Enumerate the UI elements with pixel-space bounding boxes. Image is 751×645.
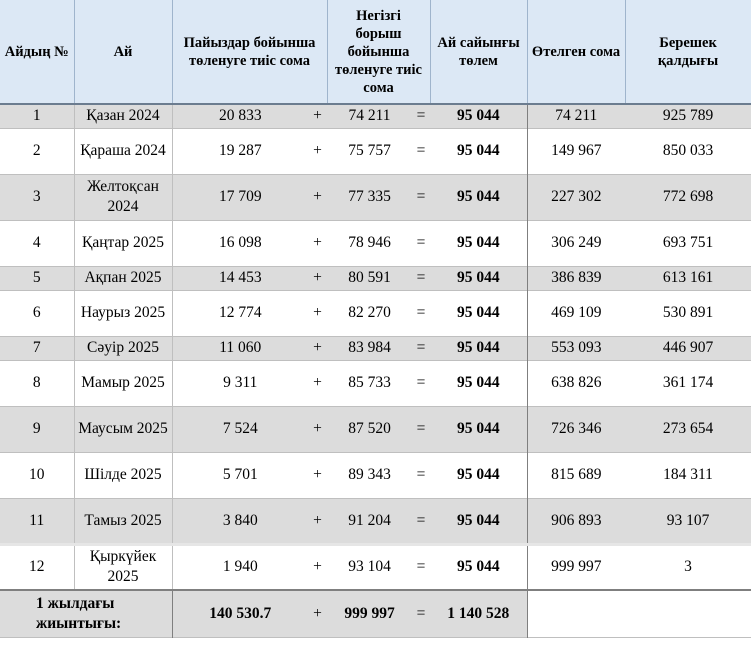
table-row xyxy=(0,498,751,544)
row-paid: 638 826 xyxy=(527,360,625,406)
row-interest: 12 774 xyxy=(172,290,308,336)
row-principal: 83 984 xyxy=(327,336,412,360)
row-month: Қараша 2024 xyxy=(74,128,172,174)
row-remaining: 925 789 xyxy=(625,104,751,128)
total-principal: 999 997 xyxy=(327,590,412,638)
header-interest: Пайыздар бойынша төленуге тиіс сома xyxy=(172,0,327,104)
header-paid: Өтелген сома xyxy=(527,0,625,104)
row-remaining: 273 654 xyxy=(625,406,751,452)
row-interest: 9 311 xyxy=(172,360,308,406)
row-interest: 20 833 xyxy=(172,104,308,128)
total-row xyxy=(0,590,751,638)
table-row xyxy=(0,174,751,220)
row-paid: 726 346 xyxy=(527,406,625,452)
row-month: Маусым 2025 xyxy=(74,406,172,452)
row-remaining: 613 161 xyxy=(625,266,751,290)
equals-sign: = xyxy=(412,336,430,360)
row-remaining: 361 174 xyxy=(625,360,751,406)
row-remaining: 93 107 xyxy=(625,498,751,544)
row-payment: 95 044 xyxy=(430,290,527,336)
row-principal: 82 270 xyxy=(327,290,412,336)
row-remaining: 850 033 xyxy=(625,128,751,174)
plus-sign: + xyxy=(308,266,327,290)
row-interest: 1 940 xyxy=(172,544,308,590)
row-payment: 95 044 xyxy=(430,498,527,544)
equals-sign: = xyxy=(412,290,430,336)
row-paid: 74 211 xyxy=(527,104,625,128)
row-num: 7 xyxy=(0,336,74,360)
row-paid: 306 249 xyxy=(527,220,625,266)
row-payment: 95 044 xyxy=(430,266,527,290)
row-principal: 78 946 xyxy=(327,220,412,266)
row-interest: 11 060 xyxy=(172,336,308,360)
total-interest: 140 530.7 xyxy=(172,590,308,638)
equals-sign: = xyxy=(412,360,430,406)
header-month: Ай xyxy=(74,0,172,104)
row-remaining: 446 907 xyxy=(625,336,751,360)
row-month: Сәуір 2025 xyxy=(74,336,172,360)
row-interest: 14 453 xyxy=(172,266,308,290)
equals-sign: = xyxy=(412,220,430,266)
row-interest: 17 709 xyxy=(172,174,308,220)
table-row xyxy=(0,290,751,336)
row-payment: 95 044 xyxy=(430,128,527,174)
row-interest: 5 701 xyxy=(172,452,308,498)
plus-sign: + xyxy=(308,544,327,590)
row-payment: 95 044 xyxy=(430,544,527,590)
row-paid: 469 109 xyxy=(527,290,625,336)
plus-sign: + xyxy=(308,360,327,406)
plus-sign: + xyxy=(308,452,327,498)
row-payment: 95 044 xyxy=(430,406,527,452)
header-remaining: Берешек қалдығы xyxy=(625,0,751,104)
row-remaining: 772 698 xyxy=(625,174,751,220)
row-month: Мамыр 2025 xyxy=(74,360,172,406)
row-num: 4 xyxy=(0,220,74,266)
row-num: 12 xyxy=(0,544,74,590)
table-header xyxy=(0,0,751,104)
equals-sign: = xyxy=(412,266,430,290)
row-remaining: 530 891 xyxy=(625,290,751,336)
table-row xyxy=(0,220,751,266)
row-interest: 7 524 xyxy=(172,406,308,452)
total-payment: 1 140 528 xyxy=(430,590,527,638)
total-paid-empty xyxy=(527,590,625,638)
plus-sign: + xyxy=(308,104,327,128)
header-num: Айдың № xyxy=(0,0,74,104)
row-interest: 16 098 xyxy=(172,220,308,266)
row-num: 9 xyxy=(0,406,74,452)
plus-sign: + xyxy=(308,290,327,336)
row-principal: 87 520 xyxy=(327,406,412,452)
plus-sign: + xyxy=(308,406,327,452)
table-row xyxy=(0,104,751,128)
row-payment: 95 044 xyxy=(430,452,527,498)
row-month: Тамыз 2025 xyxy=(74,498,172,544)
row-month: Қаңтар 2025 xyxy=(74,220,172,266)
row-month: Қыркүйек 2025 xyxy=(74,544,172,590)
equals-sign: = xyxy=(412,544,430,590)
equals-sign: = xyxy=(412,590,430,638)
row-paid: 815 689 xyxy=(527,452,625,498)
row-remaining: 693 751 xyxy=(625,220,751,266)
row-num: 8 xyxy=(0,360,74,406)
row-payment: 95 044 xyxy=(430,360,527,406)
row-principal: 74 211 xyxy=(327,104,412,128)
equals-sign: = xyxy=(412,452,430,498)
row-payment: 95 044 xyxy=(430,174,527,220)
table-row xyxy=(0,544,751,590)
plus-sign: + xyxy=(308,220,327,266)
row-num: 10 xyxy=(0,452,74,498)
row-paid: 386 839 xyxy=(527,266,625,290)
row-paid: 553 093 xyxy=(527,336,625,360)
row-interest: 3 840 xyxy=(172,498,308,544)
row-paid: 227 302 xyxy=(527,174,625,220)
header-principal: Негізгі борыш бойынша төленуге тиіс сома xyxy=(327,0,430,104)
table-row xyxy=(0,406,751,452)
equals-sign: = xyxy=(412,174,430,220)
row-num: 5 xyxy=(0,266,74,290)
row-num: 1 xyxy=(0,104,74,128)
row-remaining: 184 311 xyxy=(625,452,751,498)
total-label: 1 жылдағы жиынтығы: xyxy=(0,590,172,638)
row-num: 3 xyxy=(0,174,74,220)
row-principal: 93 104 xyxy=(327,544,412,590)
row-month: Қазан 2024 xyxy=(74,104,172,128)
row-principal: 91 204 xyxy=(327,498,412,544)
row-interest: 19 287 xyxy=(172,128,308,174)
row-principal: 89 343 xyxy=(327,452,412,498)
plus-sign: + xyxy=(308,128,327,174)
row-num: 2 xyxy=(0,128,74,174)
table-row xyxy=(0,360,751,406)
row-month: Наурыз 2025 xyxy=(74,290,172,336)
plus-sign: + xyxy=(308,590,327,638)
table-row xyxy=(0,452,751,498)
total-remaining-empty xyxy=(625,590,751,638)
plus-sign: + xyxy=(308,498,327,544)
plus-sign: + xyxy=(308,174,327,220)
equals-sign: = xyxy=(412,498,430,544)
row-principal: 75 757 xyxy=(327,128,412,174)
row-payment: 95 044 xyxy=(430,104,527,128)
row-num: 6 xyxy=(0,290,74,336)
row-remaining: 3 xyxy=(625,544,751,590)
row-num: 11 xyxy=(0,498,74,544)
row-paid: 906 893 xyxy=(527,498,625,544)
table-row xyxy=(0,336,751,360)
plus-sign: + xyxy=(308,336,327,360)
table-row xyxy=(0,128,751,174)
row-paid: 999 997 xyxy=(527,544,625,590)
row-paid: 149 967 xyxy=(527,128,625,174)
equals-sign: = xyxy=(412,104,430,128)
table-row xyxy=(0,266,751,290)
row-principal: 80 591 xyxy=(327,266,412,290)
header-monthly: Ай сайынғы төлем xyxy=(430,0,527,104)
row-month: Желтоқсан 2024 xyxy=(74,174,172,220)
row-month: Шілде 2025 xyxy=(74,452,172,498)
row-payment: 95 044 xyxy=(430,336,527,360)
row-month: Ақпан 2025 xyxy=(74,266,172,290)
row-payment: 95 044 xyxy=(430,220,527,266)
equals-sign: = xyxy=(412,406,430,452)
row-principal: 85 733 xyxy=(327,360,412,406)
equals-sign: = xyxy=(412,128,430,174)
row-principal: 77 335 xyxy=(327,174,412,220)
